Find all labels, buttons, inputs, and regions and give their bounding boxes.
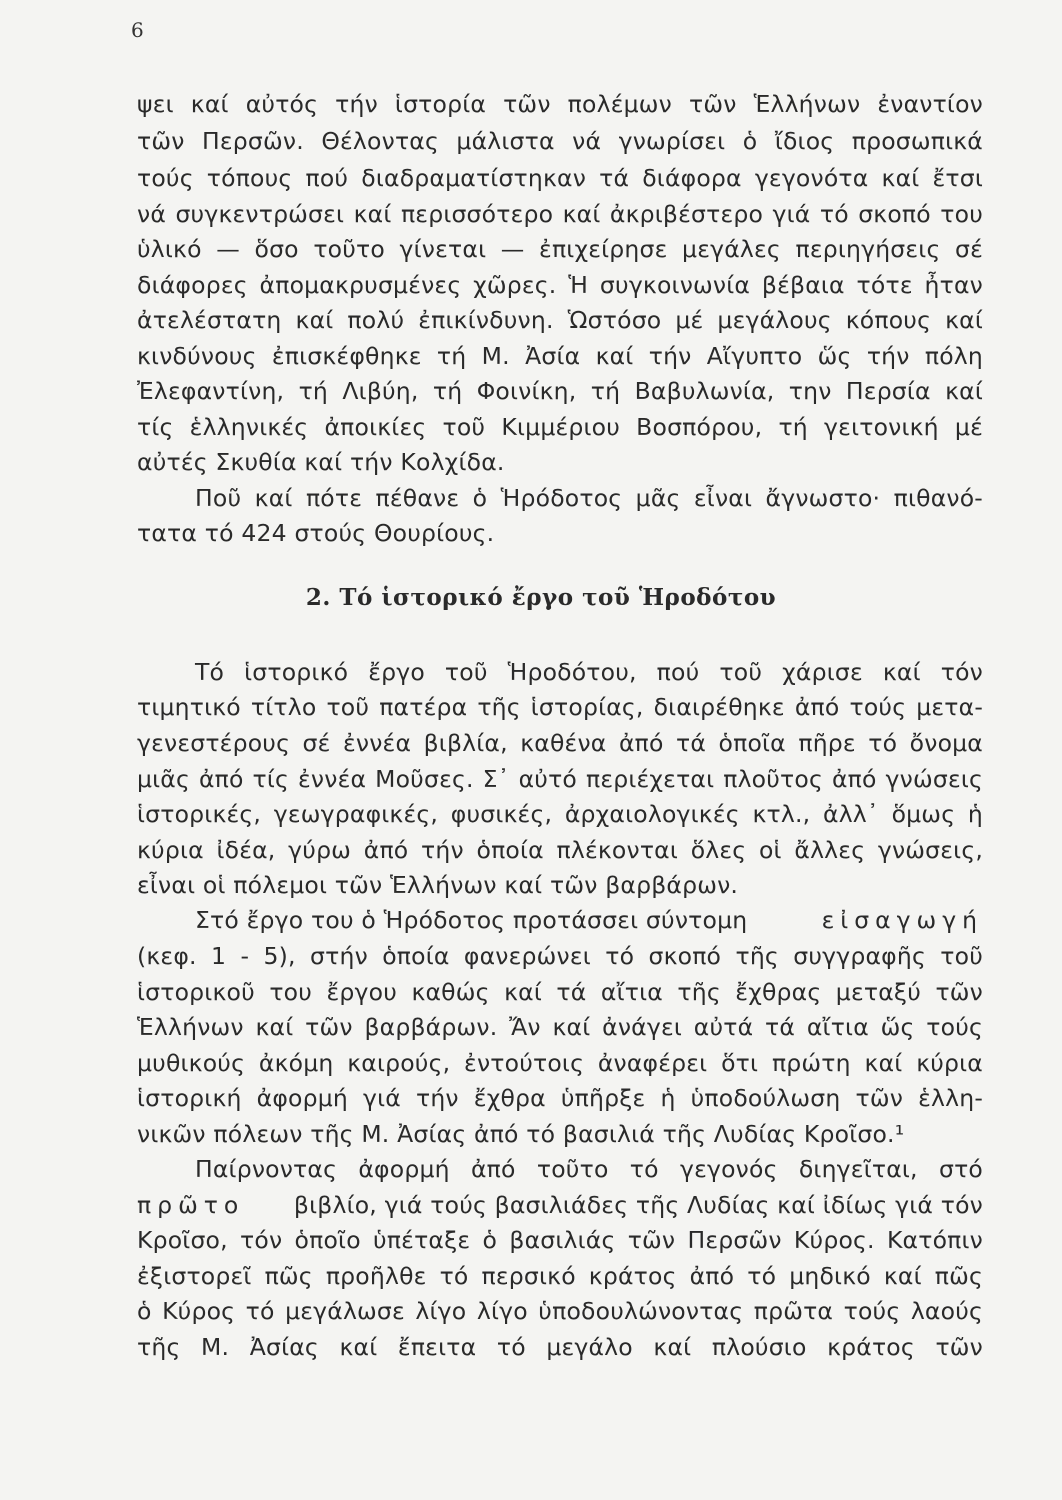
text-line: Ποῦ καί πότε πέθανε ὁ Ἡρόδοτος μᾶς εἶναι ἄγνωστο· πιθανό- <box>195 484 983 512</box>
text-line: νά συγκεντρώσει καί περισσότερο καί ἀκριβέστερο γιά τό σκοπό του <box>137 200 983 228</box>
text-line <box>195 905 983 935</box>
text-line: (κεφ. 1 - 5), στήν ὁποία φανερώνει τό σκοπό τῆς συγγραφῆς τοῦ <box>137 942 983 970</box>
text-line: γενεστέρους σέ ἐννέα βιβλία, καθένα ἀπό τά ὁποῖα πῆρε τό ὄνομα <box>137 729 983 757</box>
text-line: μιᾶς ἀπό τίς ἐννέα Μοῦσες. Σ᾽ αὐτό περιέχεται πλοῦτος ἀπό γνώσεις <box>137 765 983 793</box>
text-line: τιμητικό τίτλο τοῦ πατέρα τῆς ἱστορίας, διαιρέθηκε ἀπό τούς μετα- <box>137 693 983 721</box>
text-line: ὁ Κύρος τό μεγάλωσε λίγο λίγο ὑποδουλώνοντας πρῶτα τούς λαούς <box>137 1297 983 1325</box>
text-line: ψει καί αὐτός τήν ἱστορία τῶν πολέμων τῶν Ἑλλήνων ἐναντίον <box>137 90 983 118</box>
emphasized-word: πρῶτο <box>137 1191 245 1219</box>
text-line: νικῶν πόλεων τῆς Μ. Ἀσίας ἀπό τό βασιλιά τῆς Λυδίας Κροῖσο.¹ <box>137 1120 905 1148</box>
text-line: ἱστορικοῦ του ἔργου καθώς καί τά αἴτια τῆς ἔχθρας μεταξύ τῶν <box>137 978 983 1006</box>
text-line: ἱστορική ἀφορμή γιά τήν ἔχθρα ὑπῆρξε ἡ ὑποδούλωση τῶν ἑλλη- <box>137 1084 983 1112</box>
text-line: εἶναι οἱ πόλεμοι τῶν Ἑλλήνων καί τῶν βαρβάρων. <box>137 871 739 899</box>
text-line: ἐξιστορεῖ πῶς προῆλθε τό περσικό κράτος ἀπό τό μηδικό καί πῶς <box>137 1262 983 1290</box>
section-heading: 2. Τό ἱστορικό ἔργο τοῦ Ἡροδότου <box>305 584 777 611</box>
text-fragment: Στό ἔργο του ὁ Ἡρόδοτος προτάσσει σύντομη <box>195 906 748 934</box>
text-line: τατα τό 424 στούς Θουρίους. <box>137 519 495 547</box>
text-line: Παίρνοντας ἀφορμή ἀπό τοῦτο τό γεγονός διηγεῖται, στό <box>195 1155 983 1183</box>
text-line: τῶν Περσῶν. Θέλοντας μάλιστα νά γνωρίσει ὁ ἴδιος προσωπικά <box>137 127 983 155</box>
page-number: 6 <box>131 18 144 42</box>
text-line: Τό ἱστορικό ἔργο τοῦ Ἡροδότου, πού τοῦ χάρισε καί τόν <box>195 658 983 686</box>
text-line: κινδύνους ἐπισκέφθηκε τή Μ. Ἀσία καί τήν Αἴγυπτο ὥς τήν πόλη <box>137 342 983 370</box>
text-line: τίς ἑλληνικές ἀποικίες τοῦ Κιμμέριου Βοσπόρου, τή γειτονική μέ <box>137 413 983 441</box>
text-line: διάφορες ἀπομακρυσμένες χῶρες. Ἡ συγκοινωνία βέβαια τότε ἦταν <box>137 271 983 299</box>
text-line: Κροῖσο, τόν ὁποῖο ὑπέταξε ὁ βασιλιάς τῶν Περσῶν Κύρος. Κατόπιν <box>137 1226 983 1254</box>
text-fragment: βιβλίο, γιά τούς βασιλιάδες τῆς Λυδίας καί ἰδίως γιά τόν <box>293 1191 983 1219</box>
text-line: ἀτελέστατη καί πολύ ἐπικίνδυνη. Ὡστόσο μέ μεγάλους κόπους καί <box>137 306 983 334</box>
emphasized-word: εἰσαγωγή <box>821 906 983 934</box>
text-line: ἱστορικές, γεωγραφικές, φυσικές, ἀρχαιολογικές κτλ., ἀλλ᾽ ὅμως ἡ <box>137 800 983 828</box>
text-line: ὑλικό — ὅσο τοῦτο γίνεται — ἐπιχείρησε μεγάλες περιηγήσεις σέ <box>137 235 983 263</box>
text-line: αὐτές Σκυθία καί τήν Κολχίδα. <box>137 448 505 476</box>
text-line <box>137 1190 983 1220</box>
text-line: τῆς Μ. Ἀσίας καί ἔπειτα τό μεγάλο καί πλούσιο κράτος τῶν <box>137 1333 983 1361</box>
text-line: μυθικούς ἀκόμη καιρούς, ἐντούτοις ἀναφέρει ὅτι πρώτη καί κύρια <box>137 1049 983 1077</box>
text-line: Ἑλλήνων καί τῶν βαρβάρων. Ἄν καί ἀνάγει αὐτά τά αἴτια ὥς τούς <box>137 1013 983 1041</box>
text-line: Ἐλεφαντίνη, τή Λιβύη, τή Φοινίκη, τή Βαβυλωνία, την Περσία καί <box>137 377 983 405</box>
text-line: κύρια ἰδέα, γύρω ἀπό τήν ὁποία πλέκονται ὅλες οἱ ἄλλες γνώσεις, <box>137 836 983 864</box>
text-line: τούς τόπους πού διαδραματίστηκαν τά διάφορα γεγονότα καί ἔτσι <box>137 164 983 192</box>
